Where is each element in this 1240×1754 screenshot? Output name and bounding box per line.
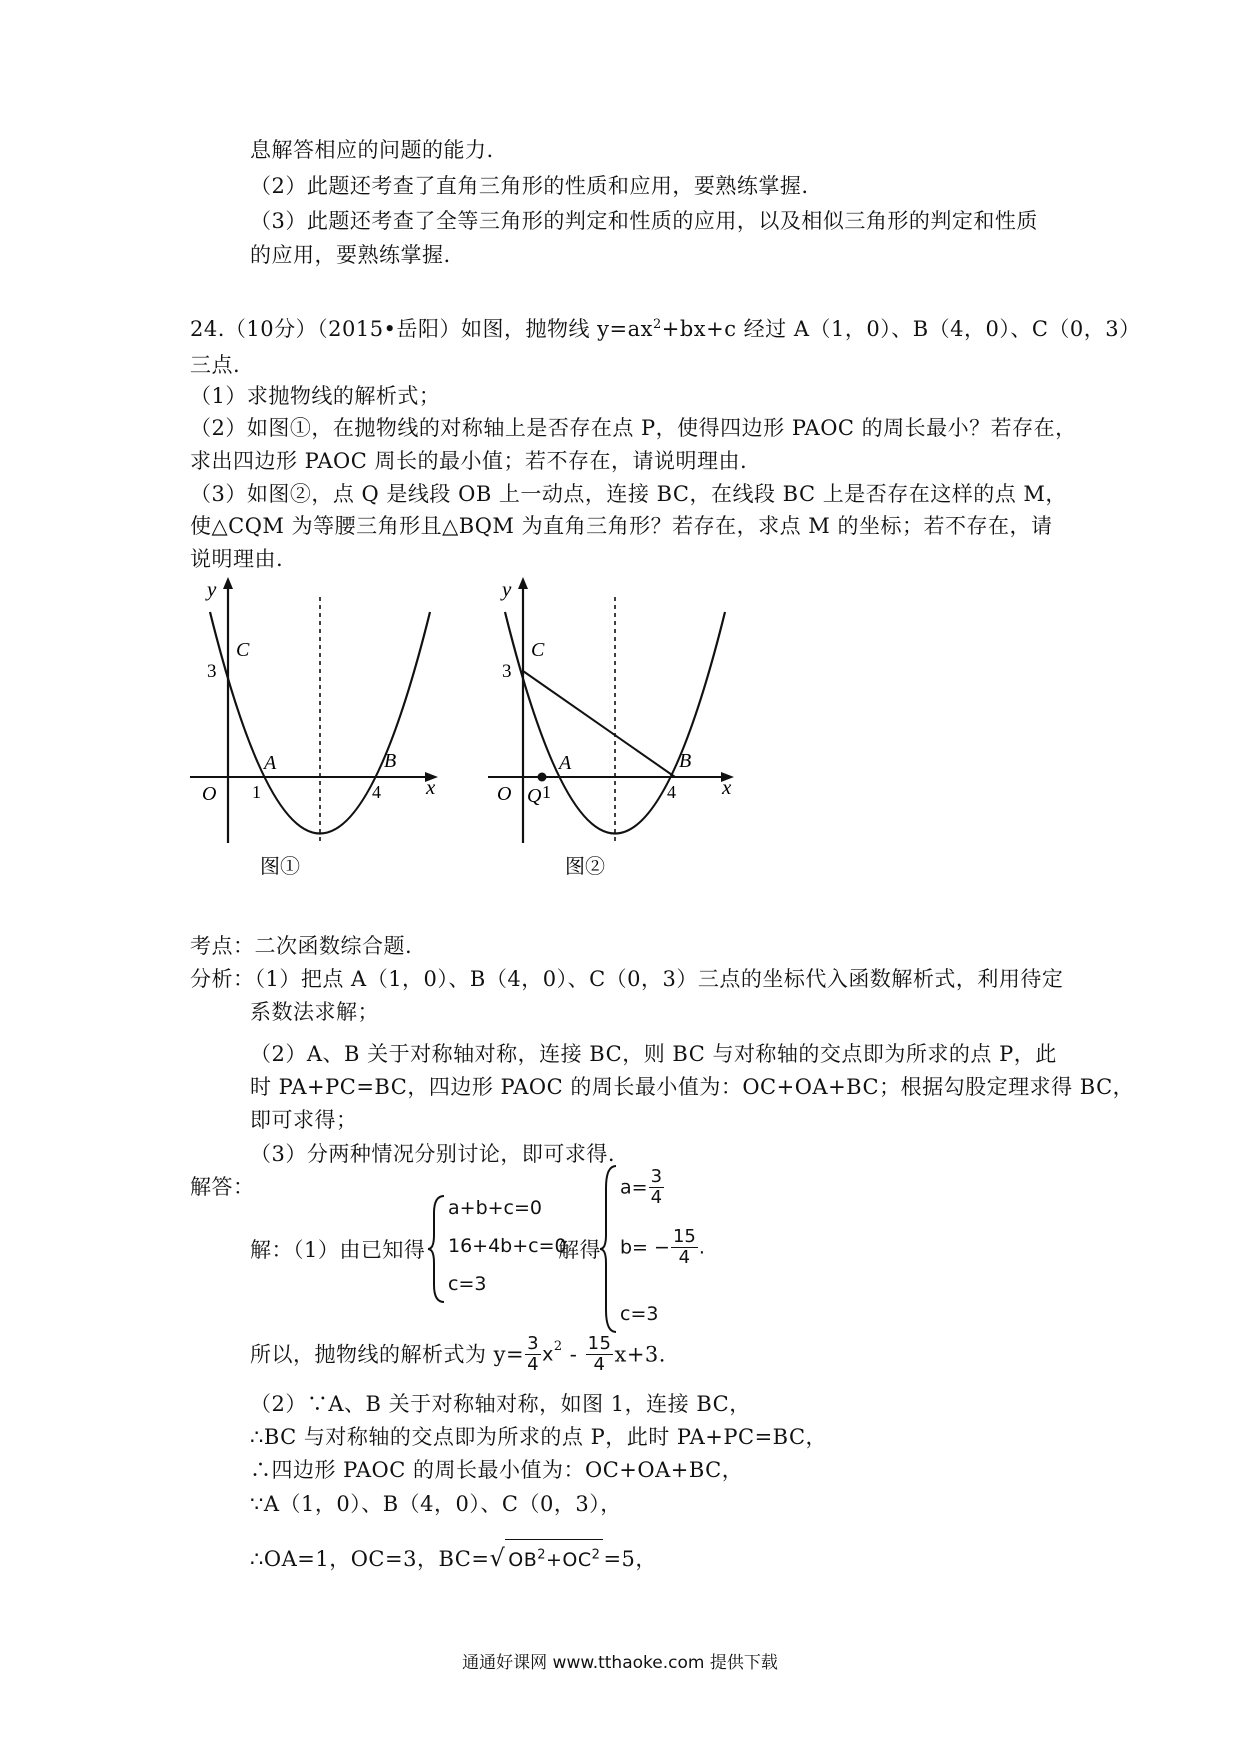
fig1-tick-1: 1 bbox=[252, 782, 261, 802]
problem-header-sup: 2 bbox=[652, 317, 662, 332]
fenxi-a: 分析：（1）把点 A（1，0）、B（4，0）、C（0，3）三点的坐标代入函数解析式，利用待定 bbox=[190, 967, 1064, 991]
result-a-frac bbox=[649, 1167, 664, 1208]
result-brace-left bbox=[598, 1163, 620, 1335]
problem-header-a: 24.（10分）（2015•岳阳）如图，抛物线 y=ax bbox=[190, 317, 653, 341]
fig2-point-c: C bbox=[531, 639, 545, 661]
sqrt-sign: √ bbox=[489, 1544, 506, 1572]
equation-1: a+b+c=0 bbox=[448, 1197, 542, 1219]
prev-line-3: （3）此题还考查了全等三角形的判定和性质的应用，以及相似三角形的判定和性质 bbox=[250, 209, 1038, 233]
sqrt-ob: OB bbox=[508, 1549, 538, 1571]
figure-1 bbox=[180, 575, 460, 900]
fig2-tick-3: 3 bbox=[502, 661, 512, 682]
prev-line-1: 息解答相应的问题的能力. bbox=[250, 138, 494, 162]
analysis-3: （3）分两种情况分别讨论，即可求得. bbox=[250, 1142, 616, 1166]
fig1-point-b: B bbox=[384, 750, 397, 772]
fig1-tick-3: 3 bbox=[207, 661, 217, 682]
equation-3: c=3 bbox=[448, 1273, 487, 1295]
solution-2-b: ∴BC 与对称轴的交点即为所求的点 P，此时 PA+PC=BC， bbox=[250, 1425, 828, 1449]
analysis-2-b: 时 PA+PC=BC，四边形 PAOC 的周长最小值为：OC+OA+BC；根据勾股定理求得 BC， bbox=[250, 1075, 1135, 1099]
fig1-origin: O bbox=[202, 783, 217, 805]
result-b-den: 4 bbox=[678, 1247, 691, 1268]
system-equations bbox=[448, 1193, 568, 1305]
fig1-point-c: C bbox=[236, 639, 250, 661]
expr-prefix: 所以，抛物线的解析式为 y= bbox=[250, 1342, 525, 1367]
jieda-label: 解答： bbox=[190, 1175, 255, 1199]
system-brace-left bbox=[426, 1193, 448, 1305]
fig2-caption: 图② bbox=[565, 856, 605, 878]
solution-2-e bbox=[250, 1538, 657, 1580]
analysis-2-a: （2）A、B 关于对称轴对称，连接 BC，则 BC 与对称轴的交点即为所求的点 P，此 bbox=[250, 1042, 1057, 1066]
sqrt-oc: +OC bbox=[546, 1549, 592, 1571]
expr-x: x bbox=[542, 1343, 554, 1366]
problem-header-cont: 三点. bbox=[190, 353, 241, 377]
expr-x-sup: 2 bbox=[553, 1339, 563, 1354]
result-b bbox=[620, 1227, 705, 1268]
result-b-lhs: b= − bbox=[620, 1236, 670, 1259]
result-a-num: 3 bbox=[650, 1166, 663, 1187]
result-c: c=3 bbox=[620, 1303, 659, 1325]
kaodian: 考点：二次函数综合题. bbox=[190, 934, 413, 958]
expr-frac-1-num: 3 bbox=[527, 1333, 540, 1354]
result-b-num: 15 bbox=[672, 1226, 696, 1247]
equation-2: 16+4b+c=0 bbox=[448, 1235, 567, 1257]
result-a-den: 4 bbox=[650, 1187, 663, 1208]
result-a bbox=[620, 1167, 665, 1208]
fenxi-b: 系数法求解； bbox=[250, 1000, 379, 1024]
fig2-tick-4: 4 bbox=[667, 782, 676, 802]
fig1-point-a: A bbox=[264, 752, 277, 774]
result-b-end: . bbox=[698, 1236, 705, 1259]
fig2-tick-1: 1 bbox=[542, 782, 551, 802]
question-1: （1）求抛物线的解析式； bbox=[190, 384, 441, 408]
question-2-b: 求出四边形 PAOC 周长的最小值；若不存在，请说明理由. bbox=[190, 449, 748, 473]
solution-1-prefix: 解：（1）由已知得 bbox=[250, 1238, 426, 1262]
prev-line-2: （2）此题还考查了直角三角形的性质和应用，要熟练掌握. bbox=[250, 174, 809, 198]
problem-header-b: +bx+c 经过 A（1，0）、B（4，0）、C（0，3） bbox=[661, 317, 1141, 341]
expr-frac-1 bbox=[525, 1334, 541, 1375]
s2e-tail: =5， bbox=[603, 1547, 657, 1571]
question-3-a: （3）如图②，点 Q 是线段 OB 上一动点，连接 BC，在线段 BC 上是否存在这样的点 M， bbox=[190, 482, 1067, 506]
parabola-expression bbox=[250, 1328, 666, 1380]
fig2-point-q-dot bbox=[538, 773, 547, 782]
expr-frac-2-num: 15 bbox=[587, 1333, 612, 1354]
fig1-x-label: x bbox=[426, 775, 436, 799]
figure-2 bbox=[480, 575, 760, 900]
fig2-y-arrow bbox=[518, 577, 528, 589]
problem-header bbox=[190, 314, 1141, 344]
result-a-lhs: a= bbox=[620, 1176, 648, 1199]
sqrt-radicand bbox=[505, 1539, 603, 1580]
analysis-2-c: 即可求得； bbox=[250, 1108, 358, 1132]
sqrt-sup-1: 2 bbox=[537, 1547, 547, 1563]
expr-frac-1-den: 4 bbox=[527, 1354, 540, 1375]
fig1-caption: 图① bbox=[260, 856, 300, 878]
result-b-frac bbox=[671, 1227, 698, 1268]
fig2-point-q: Q bbox=[527, 785, 542, 807]
sqrt-sup-2: 2 bbox=[591, 1547, 601, 1563]
fig2-segment-bc bbox=[523, 671, 675, 777]
solution-2-c: ∴四边形 PAOC 的周长最小值为：OC+OA+BC， bbox=[250, 1458, 744, 1482]
solution-2-a: （2）∵A、B 关于对称轴对称，如图 1，连接 BC， bbox=[250, 1392, 751, 1416]
fig2-y-label: y bbox=[502, 577, 512, 601]
question-2-a: （2）如图①，在抛物线的对称轴上是否存在点 P，使得四边形 PAOC 的周长最小？若存在， bbox=[190, 416, 1077, 440]
fig2-origin: O bbox=[497, 783, 512, 805]
page-footer: 通通好课网 www.tthaoke.com 提供下载 bbox=[462, 1653, 778, 1673]
fig1-tick-4: 4 bbox=[372, 782, 381, 802]
prev-line-4: 的应用，要熟练掌握. bbox=[250, 243, 451, 267]
s2e-prefix: ∴OA=1，OC=3，BC= bbox=[250, 1547, 490, 1571]
solution-2-d: ∵A（1，0）、B（4，0）、C（0，3）， bbox=[250, 1492, 622, 1516]
fig2-x-label: x bbox=[722, 775, 732, 799]
result-values bbox=[620, 1163, 740, 1335]
fig2-point-b: B bbox=[679, 750, 692, 772]
expr-frac-2 bbox=[586, 1334, 614, 1375]
question-3-b: 使△CQM 为等腰三角形且△BQM 为直角三角形？若存在，求点 M 的坐标；若不存在，请 bbox=[190, 514, 1053, 538]
expr-minus: - bbox=[562, 1342, 585, 1367]
fig1-y-label: y bbox=[207, 577, 217, 601]
jiede-label: 解得 bbox=[558, 1238, 601, 1262]
expr-frac-2-den: 4 bbox=[593, 1354, 606, 1375]
question-3-c: 说明理由. bbox=[190, 547, 284, 571]
fig2-point-a: A bbox=[559, 752, 572, 774]
expr-tail: x+3. bbox=[614, 1342, 666, 1367]
fig1-y-arrow bbox=[223, 577, 233, 589]
